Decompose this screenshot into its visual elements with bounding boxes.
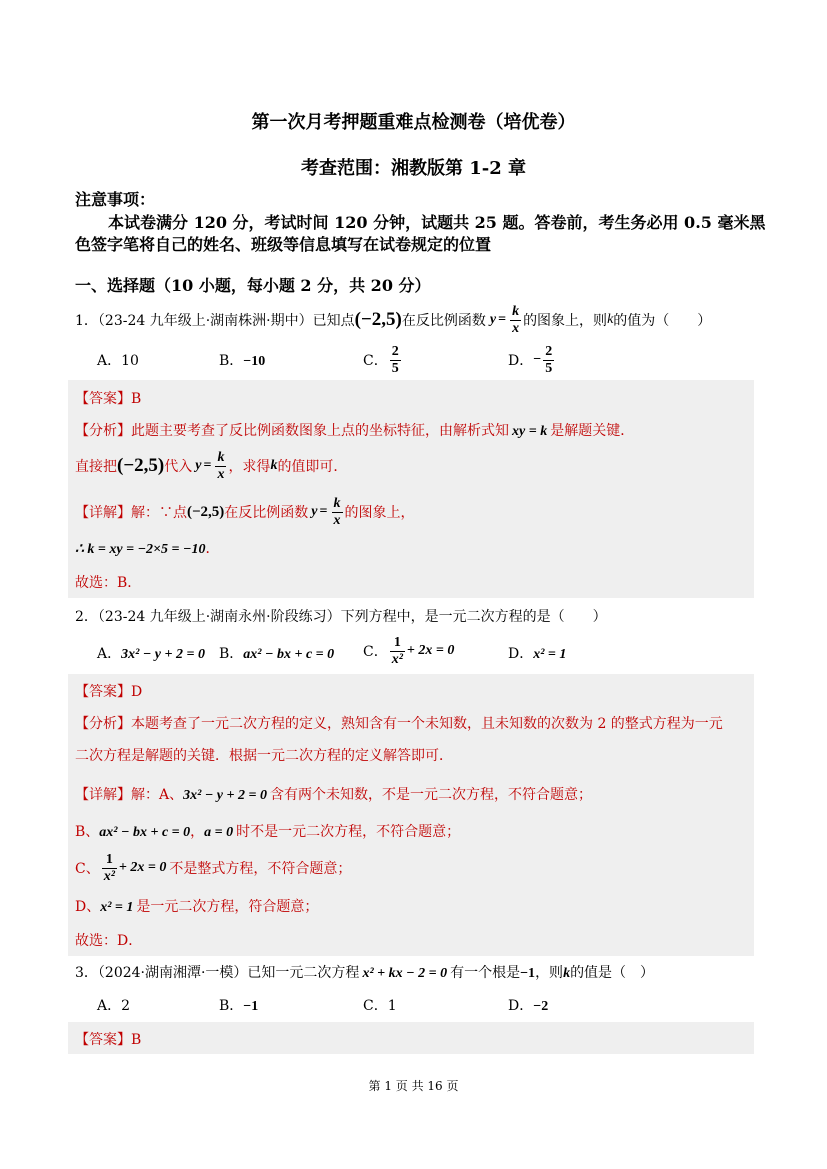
q2-detail-b-label: B、 xyxy=(75,824,100,840)
q1-line2-b: 代入 xyxy=(164,459,193,475)
q1-analysis-text-a: 此题主要考查了反比例函数图象上点的坐标特征，由解析式知 xyxy=(131,423,509,439)
q1-answer xyxy=(75,388,141,408)
q1-option-b xyxy=(219,350,265,370)
q1-detail-fn-eq: = xyxy=(319,504,328,519)
page-number: 第 1 页 共 16 页 xyxy=(368,1079,459,1093)
q1-calc-end: ． xyxy=(205,541,220,557)
q1-detail-x: x xyxy=(333,512,341,528)
q1-line2-c: ，求得 xyxy=(228,459,271,475)
q1-detail-fraction xyxy=(332,497,343,528)
q1-option-c-num: 2 xyxy=(391,343,399,359)
q2-option-a-label: A． xyxy=(97,646,122,662)
q2-option-b xyxy=(219,643,334,663)
q1-option-d xyxy=(508,342,556,378)
q1-line2-a: 直接把 xyxy=(75,459,117,475)
page-subtitle: 考查范围：湘教版第 1-2 章 xyxy=(300,158,527,179)
q1-answer-value: B xyxy=(131,391,142,407)
question-2-stem: 2．（23-24 九年级上·湖南永州·阶段练习）下列方程中，是一元二次方程的是（ ） xyxy=(75,609,607,625)
q2-analysis xyxy=(75,713,723,733)
q2-detail-d xyxy=(75,896,318,916)
q1-line2-fraction xyxy=(215,451,226,482)
q3-answer-tag: 【答案】 xyxy=(75,1032,131,1048)
q2-detail-a-label: 解：A、 xyxy=(131,787,184,803)
q2-detail-c-den: x² xyxy=(103,868,115,884)
q1-option-c xyxy=(363,342,403,378)
q1-fn-eq: = xyxy=(498,312,507,327)
q1-analysis-line-2 xyxy=(75,446,347,486)
q2-detail-b-mid: ， xyxy=(190,824,205,840)
q2-answer xyxy=(75,681,142,701)
q3-stem-a: 3．（2024·湖南湘潭·一模）已知一元二次方程 xyxy=(75,965,360,981)
q2-detail-c-num: 1 xyxy=(102,853,117,869)
section-title: 一、选择题（10 小题，每小题 2 分，共 20 分） xyxy=(75,276,431,295)
q2-option-c-fraction xyxy=(390,636,405,667)
q2-analysis-text-a: 本题考查了一元二次方程的定义，熟知含有一个未知数，且未知数的次数为 2 的整式方程为一元 xyxy=(131,716,723,732)
q1-fn-x: x xyxy=(512,320,520,336)
q1-analysis xyxy=(75,420,634,440)
q1-option-c-den: 5 xyxy=(391,360,399,376)
q1-detail-c: 的图象上， xyxy=(344,505,415,521)
q2-option-c-den: x² xyxy=(391,651,403,667)
q1-calc xyxy=(75,538,220,558)
q3-option-b xyxy=(219,995,258,1015)
q2-detail-b-text: 时不是一元二次方程，不符合题意； xyxy=(236,824,461,840)
q2-detail-c-fraction xyxy=(102,853,117,884)
q2-option-d-label: D． xyxy=(508,646,534,662)
notice-line-1: 本试卷满分 120 分，考试时间 120 分钟，试题共 25 题。答卷前，考生务必用 0.5 毫米黑 xyxy=(108,213,766,232)
q1-line2-fn-y: y xyxy=(195,458,202,473)
q1-option-c-fraction xyxy=(390,345,401,376)
q3-stem-k: k xyxy=(563,966,571,981)
q3-stem-b: 有一个根是 xyxy=(450,965,521,981)
q2-detail-a-eq: 3x² − y + 2 = 0 xyxy=(183,788,267,803)
q1-stem-c: 的图象上，则 xyxy=(523,313,608,329)
q2-detail-d-eq: x² = 1 xyxy=(100,900,134,915)
q2-option-c-num: 1 xyxy=(390,636,405,652)
q2-option-c-label: C． xyxy=(363,644,388,660)
q3-option-d-value: −2 xyxy=(533,999,549,1014)
q1-option-d-num: 2 xyxy=(545,343,553,359)
q1-detail-k: k xyxy=(333,495,341,511)
q1-detail-point: (−2,5) xyxy=(187,503,225,520)
q3-option-b-label: B． xyxy=(219,998,244,1014)
q2-analysis-tag: 【分析】 xyxy=(75,716,131,732)
q1-option-a: A．10 xyxy=(97,353,139,369)
q1-answer-block xyxy=(68,380,754,598)
q1-line2-point: (−2,5) xyxy=(117,455,165,476)
q2-option-c-rest: + 2x = 0 xyxy=(406,643,455,658)
q2-choose: 故选：D． xyxy=(75,933,143,949)
q1-answer-tag: 【答案】 xyxy=(75,391,131,407)
q2-detail-c xyxy=(75,848,351,888)
question-1-stem xyxy=(75,300,711,340)
q1-detail-tag: 【详解】 xyxy=(75,505,131,521)
q2-option-b-value: ax² − bx + c = 0 xyxy=(243,647,335,662)
q1-choose: 故选：B． xyxy=(75,575,142,591)
q3-option-d-label: D． xyxy=(508,998,534,1014)
q2-detail-b-eq2: a = 0 xyxy=(204,825,234,840)
q1-fn-k: k xyxy=(512,303,520,319)
q3-stem-root: −1 xyxy=(520,966,536,981)
q1-option-d-label: D． xyxy=(508,353,534,369)
q1-line2-k: k xyxy=(217,449,225,465)
q2-detail-b-eq: ax² − bx + c = 0 xyxy=(99,825,191,840)
q1-option-b-label: B． xyxy=(219,353,244,369)
q3-stem-eq: x² + kx − 2 = 0 xyxy=(362,966,448,981)
q1-fn-fraction xyxy=(510,305,521,336)
q2-detail-a-text: 含有两个未知数，不是一元二次方程，不符合题意； xyxy=(269,787,592,803)
question-3-stem xyxy=(75,962,654,982)
q2-detail-a xyxy=(75,784,592,804)
q1-analysis-text-b: 是解题关键． xyxy=(550,423,635,439)
q1-option-d-fraction xyxy=(543,345,554,376)
q2-option-c xyxy=(363,632,454,670)
q1-line2-d: 的值即可． xyxy=(277,459,348,475)
q1-point: (−2,5) xyxy=(354,309,402,330)
q2-option-d-value: x² = 1 xyxy=(533,647,567,662)
q1-line2-fn-eq: = xyxy=(203,458,212,473)
q3-stem-d: 的值是（ ） xyxy=(570,965,655,981)
q3-option-b-value: −1 xyxy=(243,999,259,1014)
q1-option-d-sign: − xyxy=(533,352,542,367)
q1-stem-d: 的值为（ ） xyxy=(613,313,712,329)
q3-option-c: C．1 xyxy=(363,998,397,1014)
q2-detail-b xyxy=(75,821,460,841)
q1-analysis-tag: 【分析】 xyxy=(75,423,131,439)
q1-stem-b: 在反比例函数 xyxy=(401,313,486,329)
q2-option-a-value: 3x² − y + 2 = 0 xyxy=(121,647,205,662)
q1-analysis-eq: xy = k xyxy=(512,424,548,439)
q1-fn-y: y xyxy=(489,312,497,327)
page-title: 第一次月考押题重难点检测卷（培优卷） xyxy=(251,112,576,133)
q1-option-d-den: 5 xyxy=(545,360,553,376)
q1-detail xyxy=(75,492,415,532)
q3-answer-block xyxy=(68,1022,754,1054)
q2-option-b-label: B． xyxy=(219,646,244,662)
q1-detail-a: 解：∵点 xyxy=(131,505,187,521)
q2-detail-d-text: 是一元二次方程，符合题意； xyxy=(136,899,319,915)
q2-answer-tag: 【答案】 xyxy=(75,684,131,700)
q1-stem-a: 1．（23-24 九年级上·湖南株洲·期中）已知点 xyxy=(75,313,355,329)
q2-detail-c-label: C、 xyxy=(75,861,100,877)
q1-option-b-value: −10 xyxy=(243,354,266,369)
q1-stem-k: k xyxy=(607,312,614,327)
q3-option-d xyxy=(508,995,548,1015)
q3-answer-value: B xyxy=(131,1032,142,1048)
q2-detail-tag: 【详解】 xyxy=(75,787,131,803)
notice-label: 注意事项： xyxy=(75,190,156,209)
q3-answer xyxy=(75,1029,141,1049)
q2-detail-c-eq: + 2x = 0 xyxy=(118,860,167,875)
q2-analysis-line-2: 二次方程是解题的关键．根据一元二次方程的定义解答即可． xyxy=(75,748,453,764)
q1-detail-fn-y: y xyxy=(311,504,318,519)
q3-option-a: A．2 xyxy=(97,998,131,1014)
q1-line2-x: x xyxy=(217,466,225,482)
q2-option-d xyxy=(508,643,566,663)
q2-detail-d-label: D、 xyxy=(75,899,101,915)
q1-detail-b: 在反比例函数 xyxy=(224,505,309,521)
q2-detail-c-text: 不是整式方程，不符合题意； xyxy=(169,861,352,877)
q1-line2-k-var: k xyxy=(270,458,278,473)
q2-answer-value: D xyxy=(131,684,143,700)
q2-option-a xyxy=(97,643,205,663)
q1-option-c-label: C． xyxy=(363,353,388,369)
q3-stem-c: ，则 xyxy=(535,965,564,981)
q1-calc-eq: ∴ k = xy = −2×5 = −10 xyxy=(75,542,206,557)
notice-line-2: 色签字笔将自己的姓名、班级等信息填写在试卷规定的位置 xyxy=(75,235,492,254)
